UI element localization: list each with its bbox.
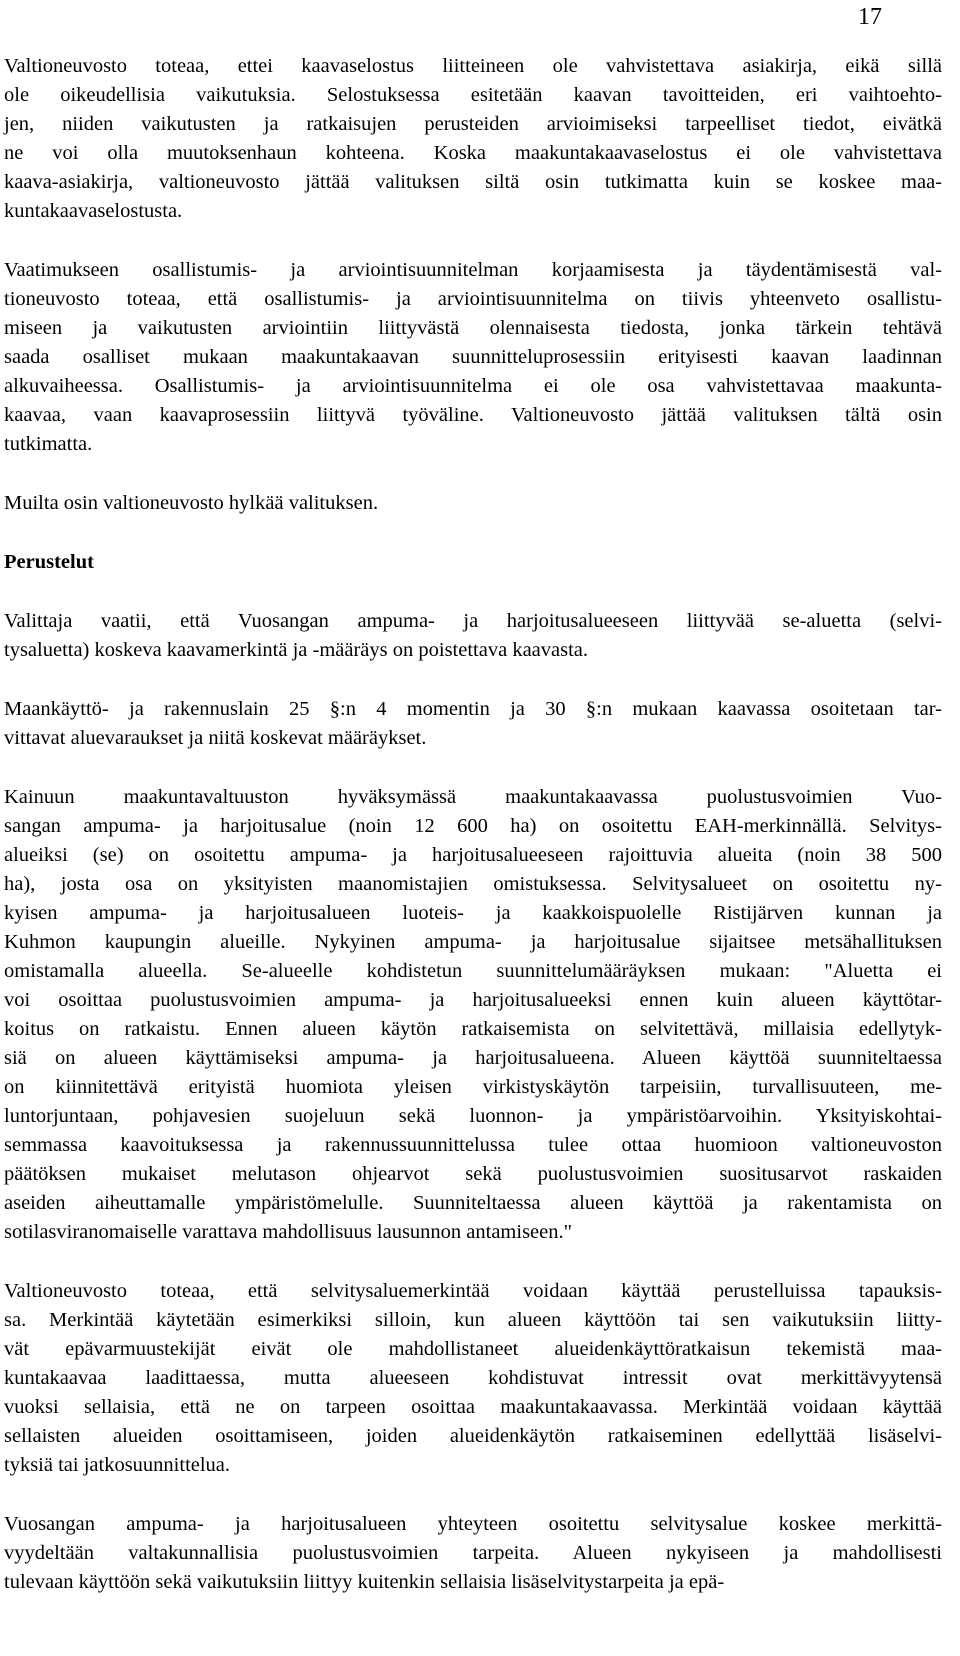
text-line: on kiinnitettävä erityistä huomiota yleisen virkistyskäytön tarpeisiin, turvallisuuteen, me- bbox=[4, 1076, 942, 1098]
text-line: Valtioneuvosto toteaa, ettei kaavaselostus liitteineen ole vahvistettava asiakirja, eikä sillä bbox=[4, 55, 942, 77]
text-line: vuoksi sellaisia, että ne on tarpeen osoittaa maakuntakaavassa. Merkintää voidaan käyttää bbox=[4, 1396, 942, 1418]
text-line: tysaluetta) koskeva kaavamerkintä ja -määräys on poistettava kaavasta. bbox=[4, 639, 589, 661]
text-line: luntorjuntaan, pohjavesien suojeluun sekä luonnon- ja ympäristöarvoihin. Yksityiskohtai- bbox=[4, 1105, 942, 1127]
text-line: voi osoittaa puolustusvoimien ampuma- ja harjoitusalueeksi ennen kuin alueen käyttötar- bbox=[4, 989, 942, 1011]
paragraph bbox=[4, 52, 942, 226]
text-line: Maankäyttö- ja rakennuslain 25 §:n 4 momentin ja 30 §:n mukaan kaavassa osoitetaan tar- bbox=[4, 698, 942, 720]
text-line: kuntakaavaselostusta. bbox=[4, 200, 183, 222]
text-line: sellaisten alueiden osoittamiseen, joiden alueidenkäytön ratkaiseminen edellyttää lisäselvi- bbox=[4, 1425, 942, 1447]
text-line: miseen ja vaikutusten arviointiin liittyvästä olennaisesta tiedosta, jonka tärkein tehtävä bbox=[4, 317, 942, 339]
text-line: vyydeltään valtakunnallisia puolustusvoimien tarpeita. Alueen nykyiseen ja mahdollisesti bbox=[4, 1542, 942, 1564]
text-line: tioneuvosto toteaa, että osallistumis- ja arviointisuunnitelma on tiivis yhteenveto osallistu- bbox=[4, 288, 942, 310]
paragraph bbox=[4, 607, 942, 665]
text-line: kaava-asiakirja, valtioneuvosto jättää valituksen siltä osin tutkimatta kuin se koskee maa- bbox=[4, 171, 942, 193]
text-line: Valittaja vaatii, että Vuosangan ampuma- ja harjoitusalueeseen liittyvää se-aluetta (selvi- bbox=[4, 610, 942, 632]
text-line: Perustelut bbox=[4, 551, 94, 573]
text-line: Vuosangan ampuma- ja harjoitusalueen yhteyteen osoitettu selvitysalue koskee merkittä- bbox=[4, 1513, 942, 1535]
text-line: Valtioneuvosto toteaa, että selvitysaluemerkintää voidaan käyttää perustelluissa tapauksis- bbox=[4, 1280, 942, 1302]
text-line: ha), josta osa on yksityisten maanomistajien omistuksessa. Selvitysalueet on osoitettu ny- bbox=[4, 873, 942, 895]
text-line: kaavaa, vaan kaavaprosessiin liittyvä työväline. Valtioneuvosto jättää valituksen tältä osin bbox=[4, 404, 942, 426]
text-line: tulevaan käyttöön sekä vaikutuksiin liittyy kuitenkin sellaisia lisäselvitystarpeita ja epä- bbox=[4, 1571, 725, 1593]
text-line: Muilta osin valtioneuvosto hylkää valituksen. bbox=[4, 492, 379, 514]
text-line: alkuvaiheessa. Osallistumis- ja arviointisuunnitelma ei ole osa vahvistettavaa maakunta- bbox=[4, 375, 942, 397]
paragraph bbox=[4, 1510, 942, 1597]
text-line: sangan ampuma- ja harjoitusalue (noin 12 600 ha) on osoitettu EAH-merkinnällä. Selvitys- bbox=[4, 815, 942, 837]
paragraph bbox=[4, 695, 942, 753]
paragraph bbox=[4, 489, 942, 518]
text-line: koitus on ratkaistu. Ennen alueen käytön ratkaisemista on selvitettävä, millaisia edellytyk- bbox=[4, 1018, 942, 1040]
text-line: sotilasviranomaiselle varattava mahdollisuus lausunnon antamiseen." bbox=[4, 1221, 572, 1243]
text-line: Kainuun maakuntavaltuuston hyväksymässä maakuntakaavassa puolustusvoimien Vuo- bbox=[4, 786, 942, 808]
paragraph bbox=[4, 1277, 942, 1480]
section-heading bbox=[4, 548, 942, 577]
text-line: kuntakaavaa laadittaessa, mutta alueeseen kohdistuvat intressit ovat merkittävyytensä bbox=[4, 1367, 942, 1389]
text-line: vittavat aluevaraukset ja niitä koskevat määräykset. bbox=[4, 727, 427, 749]
text-line: päätöksen mukaiset melutason ohjearvot sekä puolustusvoimien suositusarvot raskaiden bbox=[4, 1163, 942, 1185]
text-line: sa. Merkintää käytetään esimerkiksi silloin, kun alueen käyttöön tai sen vaikutuksiin liitty- bbox=[4, 1309, 942, 1331]
text-line: siä on alueen käyttämiseksi ampuma- ja harjoitusalueena. Alueen käyttöä suunniteltaessa bbox=[4, 1047, 942, 1069]
text-line: Vaatimukseen osallistumis- ja arviointisuunnitelman korjaamisesta ja täydentämisestä val- bbox=[4, 259, 942, 281]
text-line: semmassa kaavoituksessa ja rakennussuunnittelussa tulee ottaa huomioon valtioneuvoston bbox=[4, 1134, 942, 1156]
text-line: alueiksi (se) on osoitettu ampuma- ja harjoitusalueeseen rajoittuvia alueita (noin 38 500 bbox=[4, 844, 942, 866]
text-line: kyisen ampuma- ja harjoitusalueen luoteis- ja kaakkoispuolelle Ristijärven kunnan ja bbox=[4, 902, 942, 924]
text-line: omistamalla alueella. Se-alueelle kohdistetun suunnittelumääräyksen mukaan: "Aluetta ei bbox=[4, 960, 942, 982]
text-line: jen, niiden vaikutusten ja ratkaisujen perusteiden arvioimiseksi tarpeelliset tiedot, eivätkä bbox=[4, 113, 942, 135]
text-line: Kuhmon kaupungin alueille. Nykyinen ampuma- ja harjoitusalue sijaitsee metsähallituksen bbox=[4, 931, 942, 953]
text-line: tyksiä tai jatkosuunnittelua. bbox=[4, 1454, 231, 1476]
text-line: saada osalliset mukaan maakuntakaavan suunnitteluprosessiin erityisesti kaavan laadinnan bbox=[4, 346, 942, 368]
text-line: aseiden aiheuttamalle ympäristömelulle. Suunniteltaessa alueen käyttöä ja rakentamista on bbox=[4, 1192, 942, 1214]
text-line: ole oikeudellisia vaikutuksia. Selostuksessa esitetään kaavan tavoitteiden, eri vaihtoehto- bbox=[4, 84, 942, 106]
page-number: 17 bbox=[858, 4, 882, 30]
text-line: ne voi olla muutoksenhaun kohteena. Koska maakuntakaavaselostus ei ole vahvistettava bbox=[4, 142, 942, 164]
text-line: vät epävarmuustekijät eivät ole mahdollistaneet alueidenkäyttöratkaisun tekemistä maa- bbox=[4, 1338, 942, 1360]
document-body bbox=[4, 52, 942, 1627]
text-line: tutkimatta. bbox=[4, 433, 93, 455]
paragraph bbox=[4, 256, 942, 459]
paragraph bbox=[4, 783, 942, 1247]
